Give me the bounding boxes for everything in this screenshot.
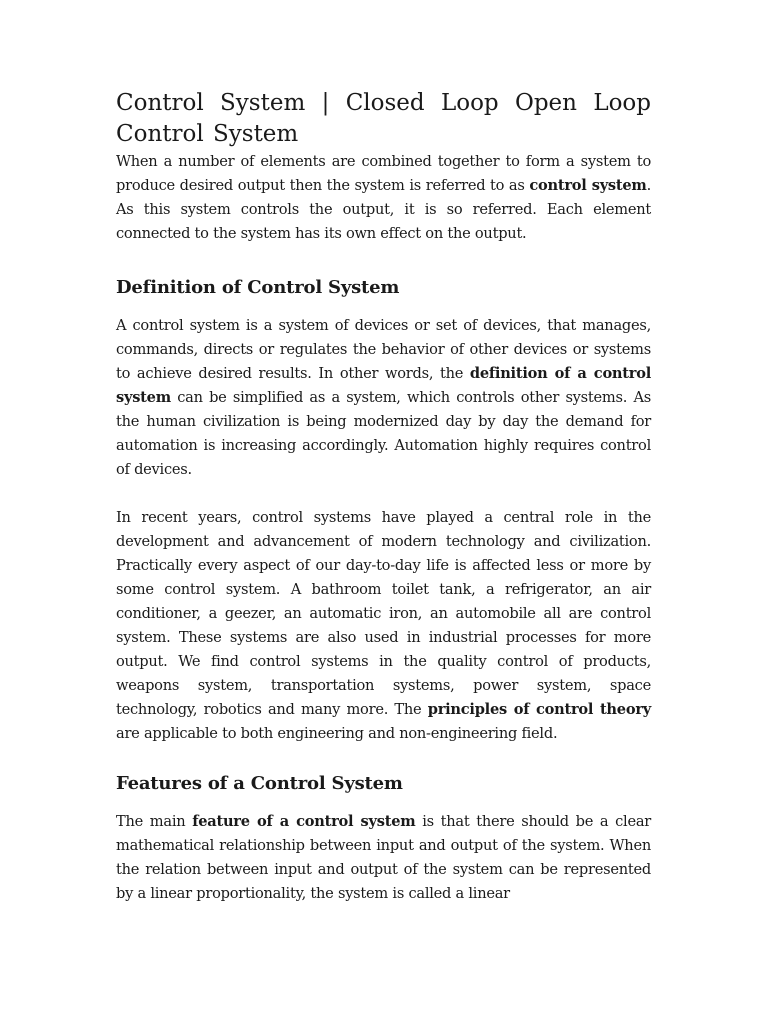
section-heading-definition: Definition of Control System (116, 277, 400, 298)
intro-text-1: When a number of elements are combined together to form a system to produce desired output then the system is referred to as (116, 153, 651, 194)
title-right: Closed Loop Open Loop Control System (116, 90, 652, 147)
definition-p1-text-2: can be simplified as a system, which controls other systems. As the human civilization is being modernized day by day the demand for automation is increasing accordingly. Automation highly requires control of devices. (116, 389, 651, 478)
document-page (116, 88, 651, 906)
title-separator: | (321, 90, 330, 116)
features-paragraph-1 (116, 810, 651, 906)
definition-p2-text-2: are applicable to both engineering and non-engineering field. (116, 725, 558, 742)
document-title (116, 88, 651, 150)
definition-p2-bold-term: principles of control theory (427, 701, 651, 718)
definition-p2-text-1: In recent years, control systems have played a central role in the development and advancement of modern technology and civilization. Practically every aspect of our day-to-day life is affected less or more by some control system. A bathroom toilet tank, a refrigerator, an air conditioner, a geezer, an automatic iron, an automobile all are control system. These systems are also used in industrial processes for more output. We find control systems in the quality control of products, weapons system, transportation systems, power system, space technology, robotics and many more. The (116, 509, 651, 718)
intro-paragraph (116, 150, 651, 246)
definition-paragraph-1 (116, 314, 651, 482)
title-left: Control System (116, 90, 306, 116)
definition-p1-bold-term: definition of a control system (116, 365, 651, 406)
features-p1-text-2: is that there should be a clear mathematical relationship between input and output of the system. When the relation between input and output of the system can be represented by a linear proportionality, the system is called a linear (116, 813, 652, 902)
intro-bold-term: control system (529, 177, 647, 194)
definition-p1-text-1: A control system is a system of devices or set of devices, that manages, commands, directs or regulates the behavior of other devices or systems to achieve desired results. In other words, the (116, 317, 651, 382)
definition-paragraph-2 (116, 506, 651, 746)
features-p1-bold-term: feature of a control system (192, 813, 416, 830)
section-heading-features: Features of a Control System (116, 773, 403, 794)
features-p1-text-1: The main (116, 813, 193, 830)
intro-text-2: . As this system controls the output, it is so referred. Each element connected to the system has its own effect on the output. (116, 177, 651, 242)
